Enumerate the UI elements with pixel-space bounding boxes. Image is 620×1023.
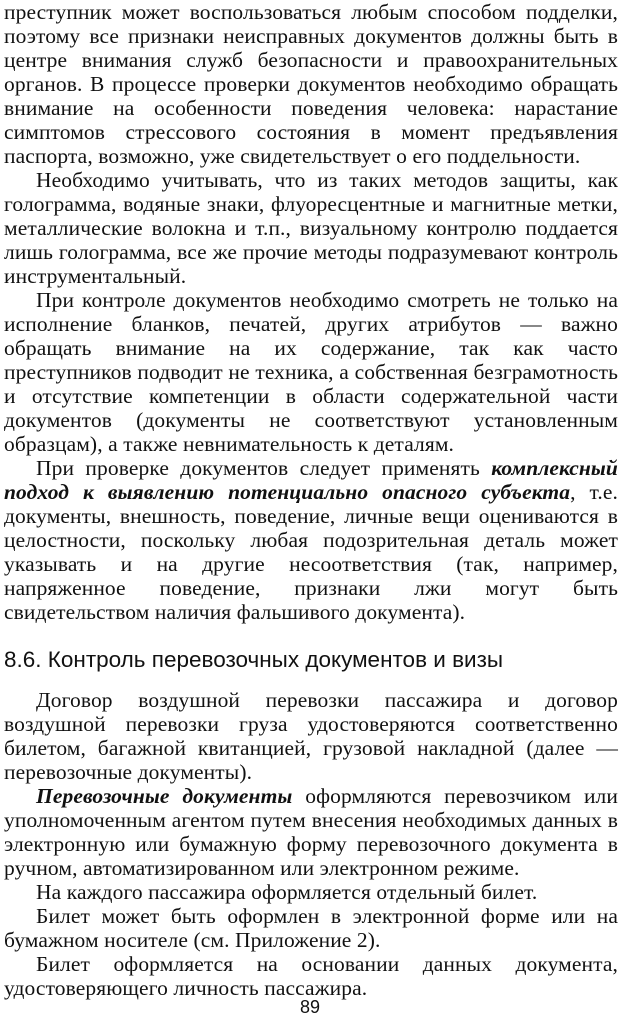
document-page — [4, 0, 618, 1000]
paragraph-6 — [4, 784, 618, 880]
paragraph-4-lead: При проверке документов следует применять — [36, 456, 492, 480]
paragraph-2: Необходимо учитывать, что из таких методов защиты, как голограмма, водяные знаки, флуоресцентные и магнитные метки, металлические волокна и т.п., визуальному контролю поддается лишь голограмма, все же прочие методы подразумевают контроль инструментальный. — [4, 168, 618, 288]
paragraph-4-emphasis: комплексный подход к выявлению потенциально опасного субъекта — [4, 456, 618, 504]
page-number: 89 — [299, 997, 321, 1017]
paragraph-3: При контроле документов необходимо смотреть не только на исполнение бланков, печатей, других атрибутов — важно обращать внимание на их содержание, так как часто преступников подводит не техника, а собственная безграмотность и отсутствие компетенции в области содержательной части документов (документы не соответствуют установленным образцам), а также невнимательность к деталям. — [4, 288, 618, 456]
paragraph-5: Договор воздушной перевозки пассажира и договор воздушной перевозки груза удостоверяются соответственно билетом, багажной квитанцией, грузовой накладной (далее — перевозочные документы). — [4, 688, 618, 784]
paragraph-6-tail: оформляются перевозчиком или уполномоченным агентом путем внесения необходимых данных в электронную или бумажную форму перевозочного документа в ручном, автоматизированном или электронном режиме. — [4, 784, 618, 880]
paragraph-1: преступник может воспользоваться любым способом подделки, поэтому все признаки неисправных документов должны быть в центре внимания служб безопасности и правоохранительных органов. В процессе проверки документов необходимо обращать внимание на особенности поведения человека: нарастание симптомов стрессового состояния в момент предъявления паспорта, возможно, уже свидетельствует о его поддельности. — [4, 0, 618, 168]
paragraph-4-tail: , т.е. документы, внешность, поведение, личные вещи оцениваются в целостности, поскольку любая подозрительная деталь может указывать и на другие несоответствия (так, например, напряженное поведение, признаки лжи могут быть свидетельством наличия фальшивого документа). — [4, 480, 618, 624]
paragraph-4 — [4, 456, 618, 624]
paragraph-9: Билет оформляется на основании данных документа, удостоверяющего личность пассажира. — [4, 952, 618, 1000]
section-heading: 8.6. Контроль перевозочных документов и визы — [4, 647, 504, 672]
paragraph-7: На каждого пассажира оформляется отдельный билет. — [36, 880, 538, 904]
paragraph-8: Билет может быть оформлен в электронной форме или на бумажном носителе (см. Приложение 2). — [4, 904, 618, 952]
paragraph-6-emphasis: Перевозочные документы — [36, 784, 293, 808]
